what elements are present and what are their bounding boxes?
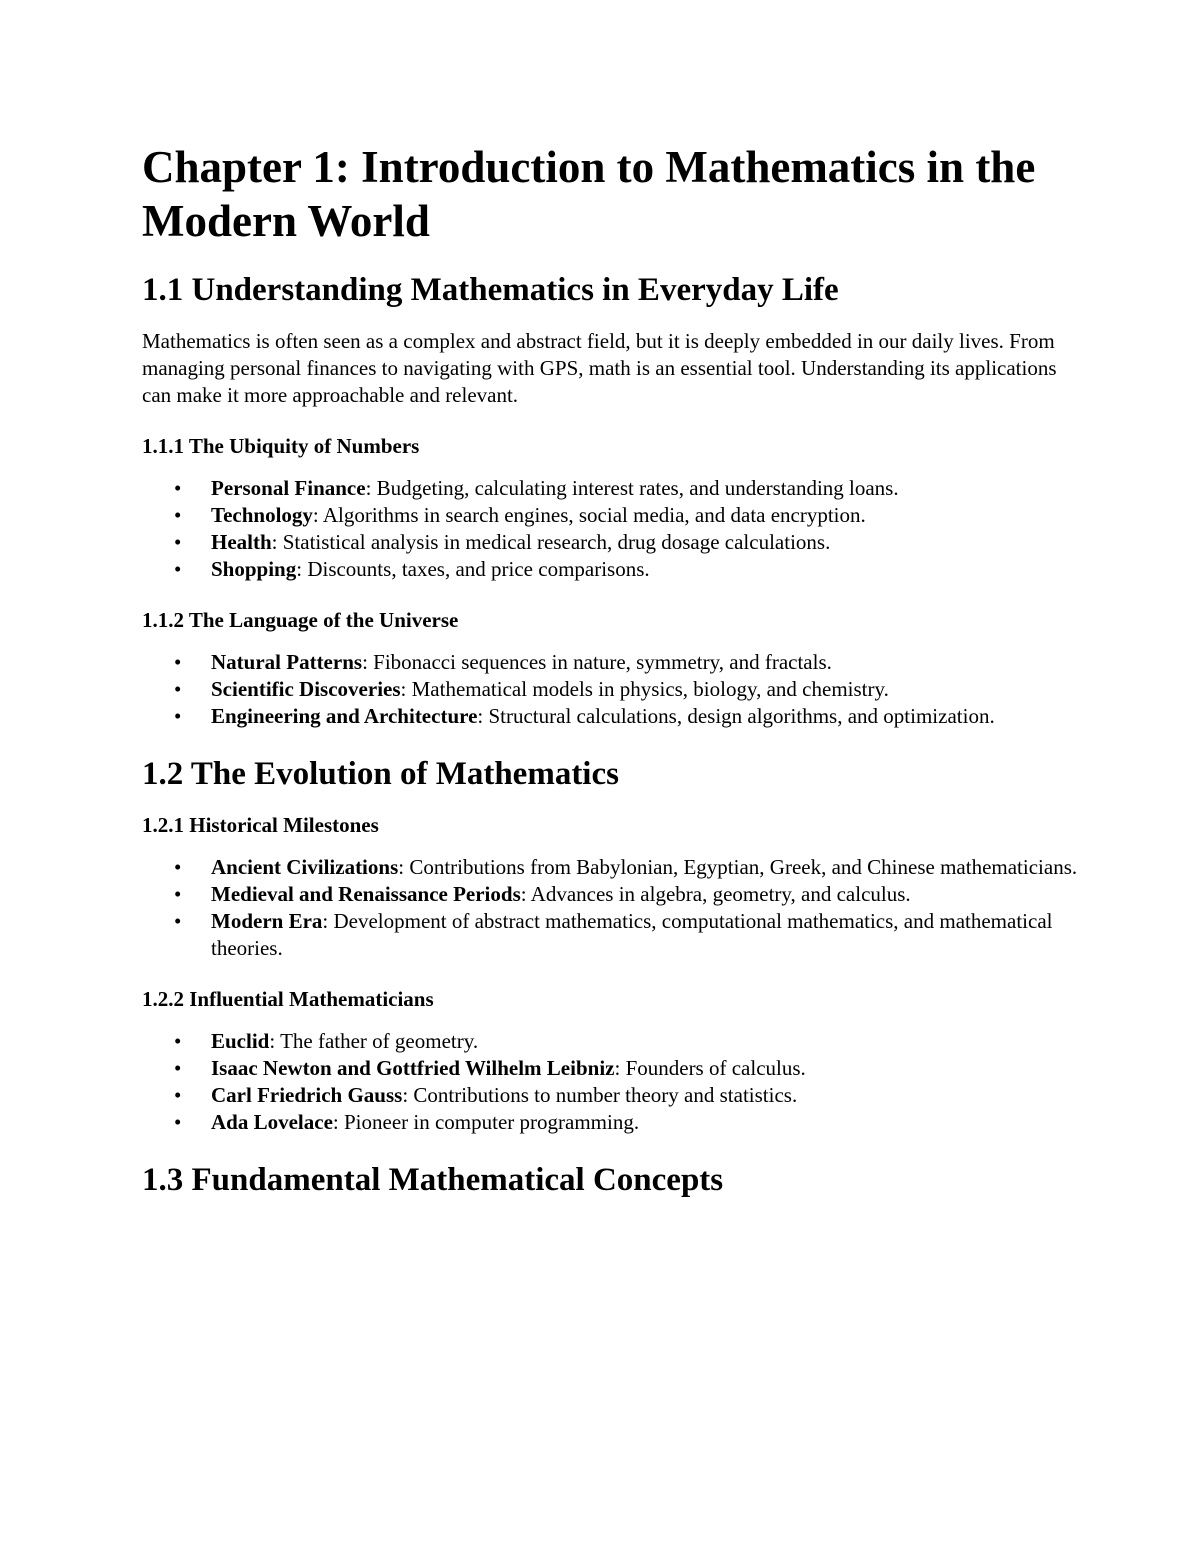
bullet-icon: •	[174, 476, 182, 500]
list-item-term: Personal Finance	[211, 476, 366, 500]
list-item-desc: : Fibonacci sequences in nature, symmetry, and fractals.	[362, 650, 832, 674]
list-item-term: Ada Lovelace	[211, 1110, 333, 1134]
list-item-term: Modern Era	[211, 909, 323, 933]
list-item	[142, 502, 1082, 529]
list-item-desc: : Development of abstract mathematics, computational mathematics, and mathematical theories.	[211, 909, 1053, 960]
bullet-icon: •	[174, 882, 182, 906]
list-item	[142, 703, 1082, 730]
list-item	[142, 1082, 1082, 1109]
bullet-icon: •	[174, 1110, 182, 1134]
section-heading-1-1: 1.1 Understanding Mathematics in Everyday Life	[142, 272, 839, 308]
bullet-icon: •	[174, 1056, 182, 1080]
list-item	[142, 1109, 1082, 1136]
list-item-desc: : Structural calculations, design algorithms, and optimization.	[477, 704, 995, 728]
bullet-icon: •	[174, 503, 182, 527]
list-item-term: Scientific Discoveries	[211, 677, 401, 701]
list-item-term: Carl Friedrich Gauss	[211, 1083, 403, 1107]
bullet-list-1-2-2	[142, 1028, 1082, 1136]
list-item-term: Medieval and Renaissance Periods	[211, 882, 521, 906]
subsection-heading-1-2-1: 1.2.1 Historical Milestones	[142, 813, 379, 837]
bullet-list-1-1-1	[142, 475, 1082, 583]
section-heading-1-2: 1.2 The Evolution of Mathematics	[142, 756, 619, 792]
list-item	[142, 1028, 1082, 1055]
bullet-icon: •	[174, 1029, 182, 1053]
bullet-icon: •	[174, 1083, 182, 1107]
bullet-icon: •	[174, 704, 182, 728]
subsection-heading-1-1-1: 1.1.1 The Ubiquity of Numbers	[142, 434, 420, 458]
bullet-list-1-1-2	[142, 649, 1082, 730]
list-item	[142, 676, 1082, 703]
list-item	[142, 1055, 1082, 1082]
subsection-heading-1-2-2: 1.2.2 Influential Mathematicians	[142, 987, 434, 1011]
list-item	[142, 881, 1082, 908]
list-item-term: Ancient Civilizations	[211, 855, 399, 879]
list-item	[142, 475, 1082, 502]
bullet-icon: •	[174, 855, 182, 879]
document-page	[142, 140, 1082, 1218]
list-item-desc: : Founders of calculus.	[614, 1056, 806, 1080]
list-item-term: Isaac Newton and Gottfried Wilhelm Leibniz	[211, 1056, 615, 1080]
list-item	[142, 556, 1082, 583]
bullet-icon: •	[174, 530, 182, 554]
list-item-term: Natural Patterns	[211, 650, 363, 674]
list-item-desc: : Budgeting, calculating interest rates, and understanding loans.	[365, 476, 899, 500]
list-item-desc: : Contributions to number theory and statistics.	[402, 1083, 798, 1107]
list-item-desc: : Mathematical models in physics, biology, and chemistry.	[400, 677, 889, 701]
list-item	[142, 854, 1082, 881]
section-1-1-intro: Mathematics is often seen as a complex and abstract field, but it is deeply embedded in our daily lives. From managing personal finances to navigating with GPS, math is an essential tool. Understanding its applications can make it more approachable and relevant.	[142, 329, 1057, 407]
bullet-list-1-2-1	[142, 854, 1082, 962]
list-item-desc: : The father of geometry.	[269, 1029, 479, 1053]
list-item-term: Euclid	[211, 1029, 270, 1053]
bullet-icon: •	[174, 650, 182, 674]
bullet-icon: •	[174, 557, 182, 581]
list-item-term: Shopping	[211, 557, 297, 581]
bullet-icon: •	[174, 677, 182, 701]
list-item-desc: : Discounts, taxes, and price comparisons.	[296, 557, 650, 581]
list-item	[142, 908, 1082, 962]
list-item-desc: : Pioneer in computer programming.	[332, 1110, 640, 1134]
list-item-term: Health	[211, 530, 272, 554]
list-item-desc: : Statistical analysis in medical research, drug dosage calculations.	[271, 530, 831, 554]
list-item	[142, 529, 1082, 556]
subsection-heading-1-1-2: 1.1.2 The Language of the Universe	[142, 608, 459, 632]
list-item-desc: : Algorithms in search engines, social media, and data encryption.	[312, 503, 866, 527]
bullet-icon: •	[174, 909, 182, 933]
section-heading-1-3: 1.3 Fundamental Mathematical Concepts	[142, 1162, 724, 1198]
list-item-term: Engineering and Architecture	[211, 704, 478, 728]
list-item-term: Technology	[211, 503, 313, 527]
list-item-desc: : Advances in algebra, geometry, and calculus.	[520, 882, 911, 906]
chapter-title: Chapter 1: Introduction to Mathematics in the Modern World	[142, 142, 1036, 246]
list-item-desc: : Contributions from Babylonian, Egyptian, Greek, and Chinese mathematicians.	[398, 855, 1078, 879]
list-item	[142, 649, 1082, 676]
